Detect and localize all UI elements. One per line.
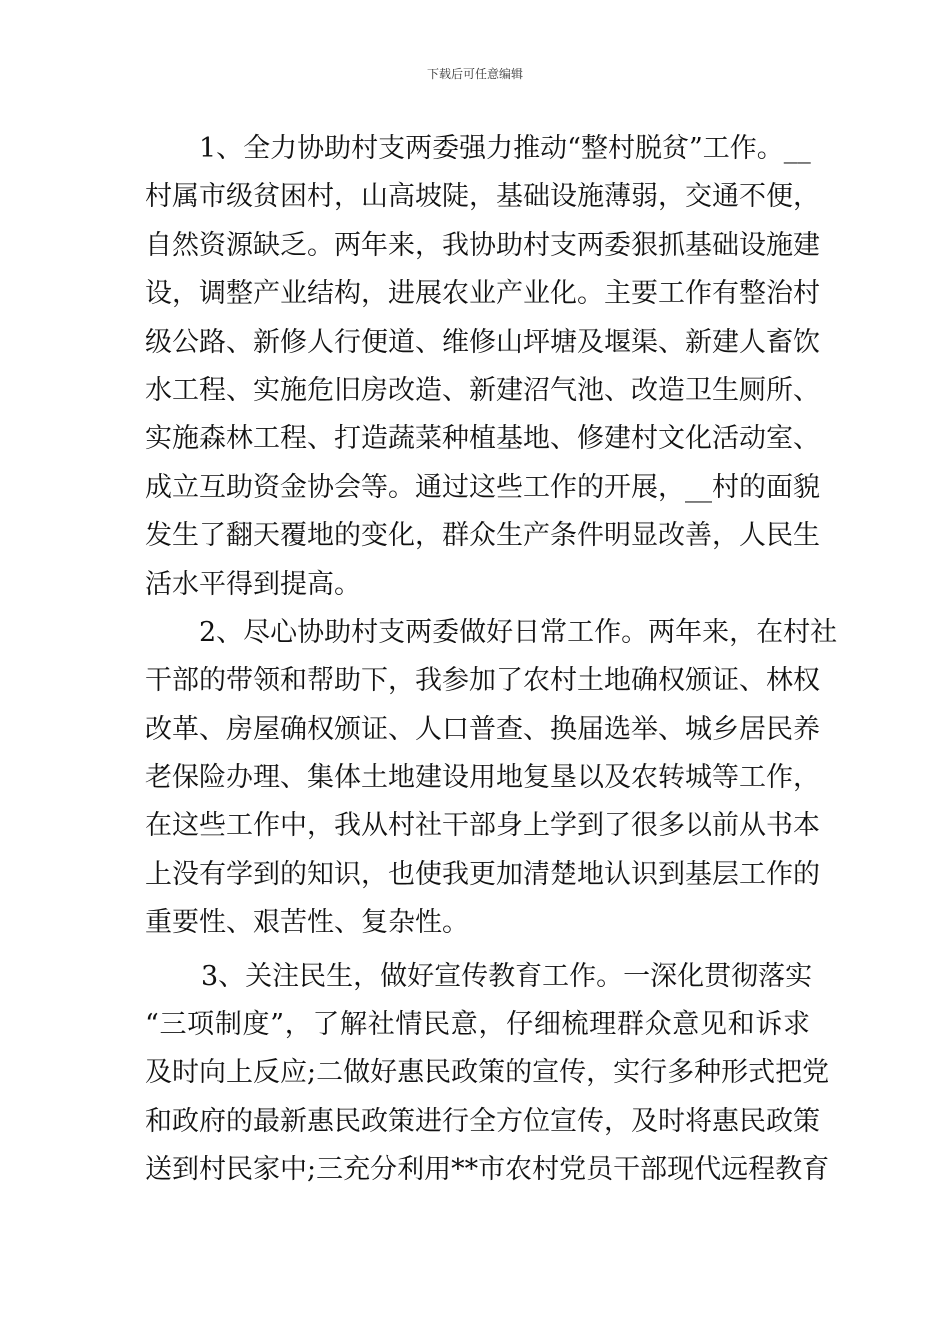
text-line: 上没有学到的知识，也使我更加清楚地认识到基层工作的 — [145, 858, 820, 890]
text-line: 干部的带领和帮助下，我参加了农村土地确权颁证、林权 — [145, 665, 820, 697]
text-line: 活水平得到提高。 — [145, 568, 361, 600]
text-line: 3、关注民生，做好宣传教育工作。一深化贯彻落实 — [201, 960, 813, 992]
paragraph-2 — [145, 609, 838, 948]
text-line: 老保险办理、集体土地建设用地复垦以及农转城等工作， — [145, 762, 820, 794]
text-line: 和政府的最新惠民政策进行全方位宣传，及时将惠民政策 — [145, 1105, 820, 1137]
text-line: 发生了翻天覆地的变化，群众生产条件明显改善，人民生 — [145, 520, 820, 552]
text-line: 实施森林工程、打造蔬菜种植基地、修建村文化活动室、 — [145, 423, 820, 455]
paragraph-3 — [145, 953, 830, 1195]
text-line: “三项制度”，了解社情民意，仔细梳理群众意见和诉求 — [145, 1009, 810, 1041]
document-body — [145, 125, 838, 1195]
text-line: 2、尽心协助村支两委做好日常工作。两年来，在村社 — [199, 616, 838, 648]
text-line: 级公路、新修人行便道、维修山坪塘及堰渠、新建人畜饮 — [145, 326, 820, 358]
text-line: 及时向上反应;二做好惠民政策的宣传，实行多种形式把党 — [145, 1057, 830, 1089]
text-line: 改革、房屋确权颁证、人口普查、换届选举、城乡居民养 — [145, 713, 820, 745]
text-line: 成立互助资金协会等。通过这些工作的开展，__村的面貌 — [145, 471, 820, 503]
text-line: 设，调整产业结构，进展农业产业化。主要工作有整治村 — [145, 278, 820, 310]
page-header-note: 下载后可任意编辑 — [426, 67, 523, 81]
text-line: 送到村民家中;三充分利用**市农村党员干部现代远程教育 — [145, 1154, 830, 1186]
text-line: 1、全力协助村支两委强力推动“整村脱贫”工作。__ — [199, 133, 811, 164]
text-line: 水工程、实施危旧房改造、新建沼气池、改造卫生厕所、 — [145, 374, 820, 406]
text-line: 自然资源缺乏。两年来，我协助村支两委狠抓基础设施建 — [145, 229, 820, 261]
paragraph-1 — [145, 125, 820, 609]
text-line: 重要性、艰苦性、复杂性。 — [145, 907, 469, 939]
text-line: 在这些工作中，我从村社干部身上学到了很多以前从书本 — [145, 810, 820, 842]
text-line: 村属市级贫困村，山高坡陡，基础设施薄弱，交通不便， — [145, 181, 820, 213]
